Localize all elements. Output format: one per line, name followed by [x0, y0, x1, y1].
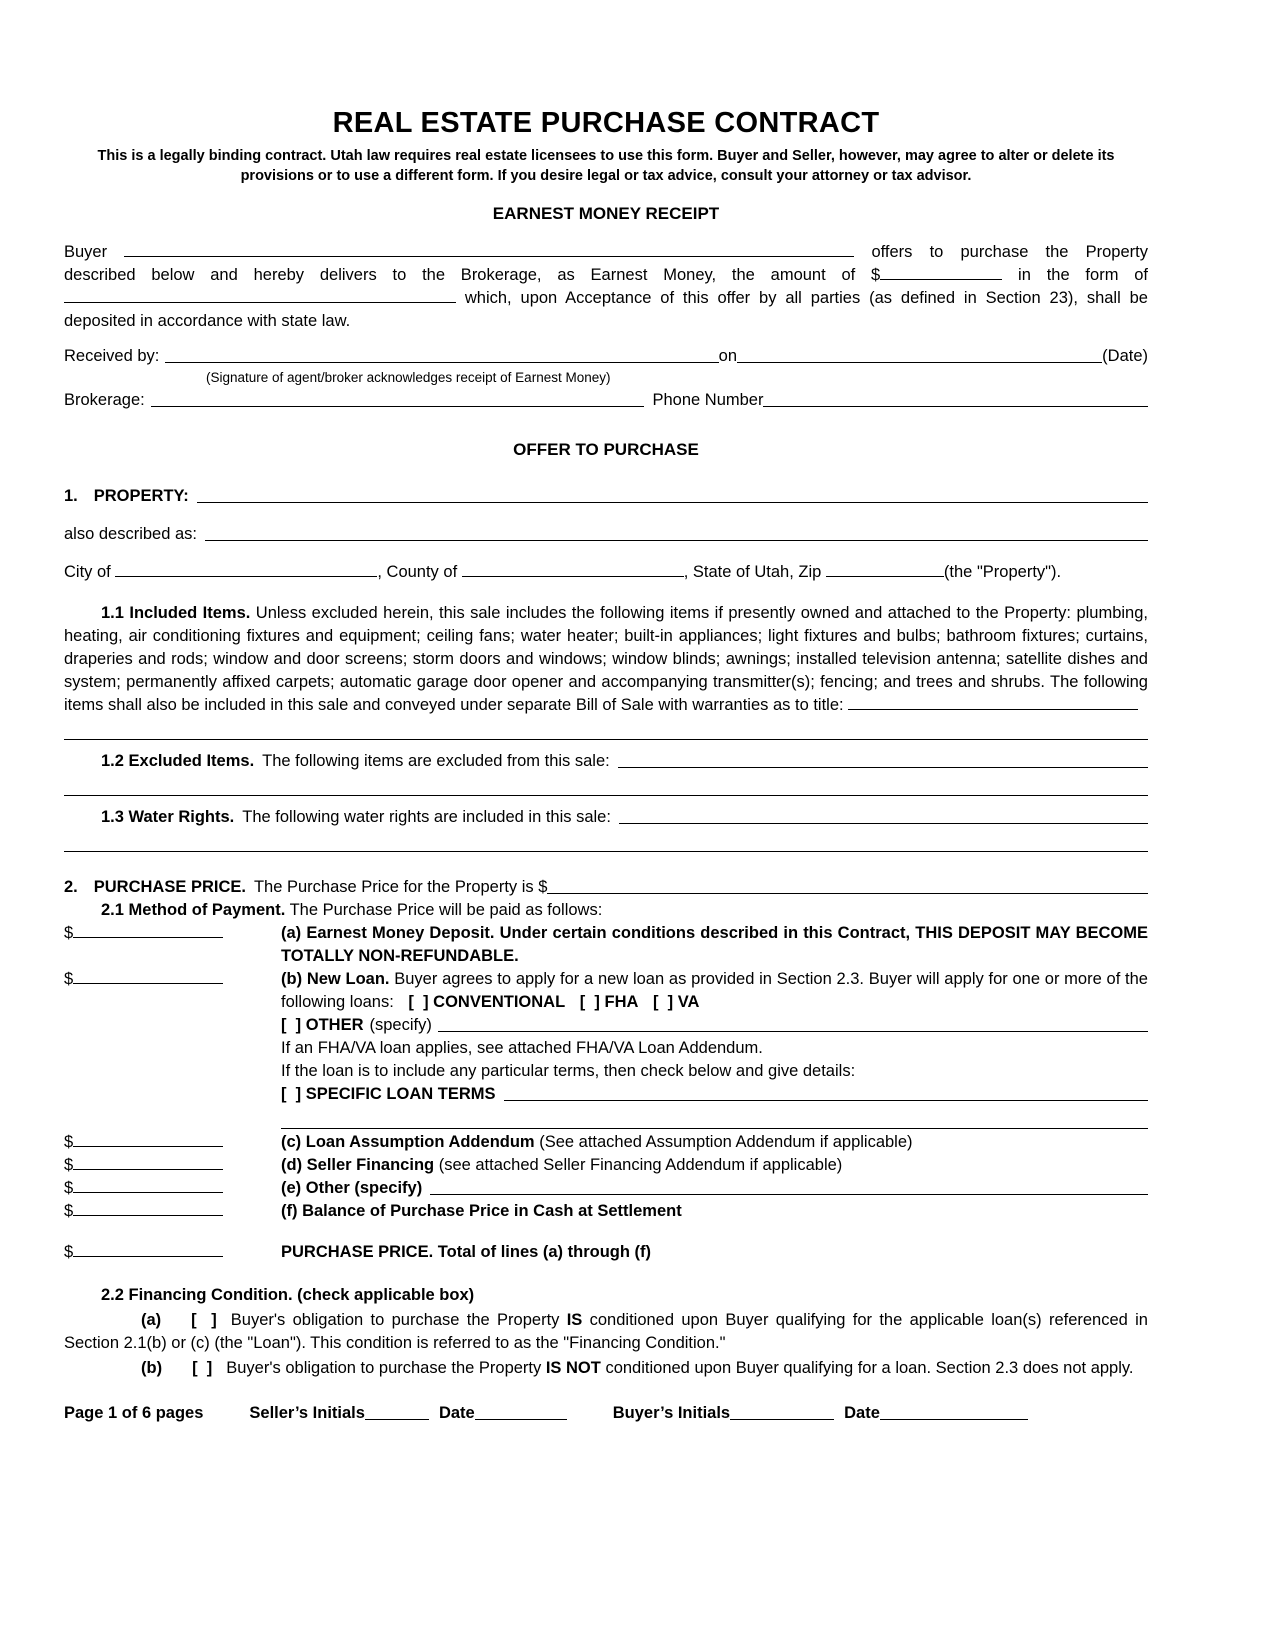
- checkbox-va[interactable]: [ ] VA: [653, 993, 700, 1011]
- other-specify-label: (specify): [369, 1016, 432, 1034]
- method-of-payment-body: The Purchase Price will be paid as follows:: [289, 901, 603, 919]
- amount-cell-e: [64, 1177, 281, 1200]
- financing-a-checkbox[interactable]: [ ]: [191, 1311, 217, 1329]
- amount-cell-a: [64, 922, 281, 968]
- in-form-of-text: in the form of: [1018, 266, 1148, 284]
- amount-cell-b: [64, 968, 281, 1129]
- county-label: , County of: [377, 563, 458, 581]
- seller-date-blank[interactable]: [475, 1419, 567, 1420]
- checkbox-specific-loan-terms[interactable]: [ ] SPECIFIC LOAN TERMS: [281, 1085, 496, 1103]
- financing-b-is-not: IS NOT: [545, 1359, 601, 1377]
- other-loan-row: [281, 1014, 1148, 1037]
- payment-row-e: [64, 1177, 1148, 1200]
- financing-b-text-2: conditioned upon Buyer qualifying for a loan. Section 2.3 does not apply.: [605, 1359, 1134, 1377]
- footer: [64, 1402, 1148, 1425]
- property-description-blank[interactable]: [197, 502, 1148, 503]
- amount-total-blank[interactable]: [73, 1256, 223, 1257]
- purchase-price-blank[interactable]: [547, 893, 1148, 894]
- loan-assumption-line: [281, 1131, 1148, 1154]
- dollar-sign: $: [64, 1133, 74, 1151]
- desc-cell-f: [281, 1200, 1148, 1223]
- signature-caption: (Signature of agent/broker acknowledges receipt of Earnest Money): [206, 370, 611, 385]
- financing-option-a: [64, 1309, 1148, 1355]
- property-row: [64, 485, 1148, 508]
- document-title: REAL ESTATE PURCHASE CONTRACT: [332, 107, 880, 139]
- payment-row-c: [64, 1131, 1148, 1154]
- excluded-items-blank[interactable]: [618, 767, 1148, 768]
- financing-a-is: IS: [566, 1311, 583, 1329]
- payment-form-blank[interactable]: [64, 302, 456, 303]
- desc-cell-e: [281, 1177, 1148, 1200]
- seller-initials-blank[interactable]: [365, 1419, 429, 1420]
- specific-loan-terms-blank[interactable]: [504, 1100, 1149, 1101]
- excluded-items-body: The following items are excluded from this sale:: [262, 752, 610, 770]
- checkbox-conventional[interactable]: [ ] CONVENTIONAL: [408, 993, 566, 1011]
- brokerage-label: Brokerage:: [64, 391, 145, 409]
- specific-loan-terms-continuation-line[interactable]: [281, 1106, 1148, 1129]
- financing-condition-heading: 2.2 Financing Condition. (check applicable box): [101, 1286, 475, 1304]
- excluded-items-row: [64, 750, 1148, 773]
- dollar-sign: $: [64, 1156, 74, 1174]
- water-rights-body: The following water rights are included in this sale:: [242, 808, 611, 826]
- purchase-price-body: The Purchase Price for the Property is $: [253, 878, 548, 896]
- dollar-sign: $: [64, 1179, 74, 1197]
- amount-c-blank[interactable]: [73, 1146, 223, 1147]
- earnest-money-amount-blank[interactable]: [880, 279, 1002, 280]
- financing-b-label: (b): [141, 1359, 163, 1377]
- particular-terms-note: If the loan is to include any particular terms, then check below and give details:: [281, 1062, 856, 1080]
- dollar-sign: $: [64, 1202, 74, 1220]
- buyer-date-blank[interactable]: [880, 1419, 1028, 1420]
- desc-cell-b: [281, 968, 1148, 1129]
- other-payment-row: [281, 1177, 1148, 1200]
- city-blank[interactable]: [115, 576, 377, 577]
- financing-a-text-2: conditioned upon Buyer qualifying for the applicable loan(s) referenced in Section 2.1(b) or (c) (the "Loan"). This condition is referred to as the "Financing Condition.": [64, 1311, 1148, 1352]
- payment-row-d: [64, 1154, 1148, 1177]
- received-by-row: [64, 345, 1148, 368]
- buyer-initials-blank[interactable]: [730, 1419, 834, 1420]
- excluded-items-continuation-line[interactable]: [64, 773, 1148, 796]
- specific-loan-terms-row: [281, 1083, 1148, 1106]
- amount-cell-c: [64, 1131, 281, 1154]
- earnest-money-heading: EARNEST MONEY RECEIPT: [492, 204, 720, 223]
- loan-assumption-text: (See attached Assumption Addendum if applicable): [539, 1133, 913, 1151]
- desc-cell-d: [281, 1154, 1148, 1177]
- phone-number-label: Phone Number: [652, 391, 764, 409]
- purchase-price-total-text: PURCHASE PRICE. Total of lines (a) through (f): [281, 1243, 652, 1261]
- city-label: City of: [64, 563, 111, 581]
- on-label: on: [718, 347, 737, 365]
- other-payment-lead: (e) Other (specify): [281, 1179, 423, 1197]
- amount-e-blank[interactable]: [73, 1192, 223, 1193]
- seller-date-label: Date: [438, 1404, 475, 1422]
- deposit-text: which, upon Acceptance of this offer by all parties (as defined in Section 23), shall be deposited in accordance with state law.: [64, 289, 1148, 330]
- desc-cell-c: [281, 1131, 1148, 1154]
- received-by-label: Received by:: [64, 347, 160, 365]
- water-rights-continuation-line[interactable]: [64, 829, 1148, 852]
- seller-initials-label: Seller’s Initials: [249, 1404, 365, 1422]
- buyer-initials-label: Buyer’s Initials: [612, 1404, 731, 1422]
- included-items-continuation-line[interactable]: [64, 717, 1148, 740]
- included-items-body: Unless excluded herein, this sale includes the following items if presently owned and attached to the Property: plumbing, heating, air conditioning fixtures and equipment; ceiling fans; water heater; built-in appliances; light fixtures and bulbs; bathroom fixtures; curtains, draperies and rods; window and door screens; storm doors and windows; window blinds; awnings; installed television antenna; satellite dishes and system; permanently affixed carpets; automatic garage door opener and accompanying transmitter(s); fencing; and trees and shrubs. The following items shall also be included in this sale and conveyed under separate Bill of Sale with warranties as to title:: [64, 604, 1148, 714]
- amount-cell-f: [64, 1200, 281, 1223]
- new-loan-body: Buyer agrees to apply for a new loan as provided in Section 2.3. Buyer will apply for one or more of the following loans:: [281, 970, 1148, 1011]
- payment-row-f: [64, 1200, 1148, 1223]
- new-loan-paragraph: [281, 968, 1148, 1014]
- new-loan-lead: (b) New Loan.: [281, 970, 390, 988]
- received-date-blank[interactable]: [737, 362, 1102, 363]
- financing-a-label: (a): [141, 1311, 162, 1329]
- method-of-payment-row: [64, 899, 1148, 922]
- amount-b-blank[interactable]: [73, 983, 223, 984]
- state-zip-label: , State of Utah, Zip: [683, 563, 822, 581]
- legal-disclaimer: This is a legally binding contract. Utah law requires real estate licensees to use this form. Buyer and Seller, however, may agree to alter or delete its provisions or to use a different form. If you desire legal or tax advice, consult your attorney or tax advisor.: [97, 148, 1115, 184]
- seller-financing-lead: (d) Seller Financing: [281, 1156, 435, 1174]
- earnest-money-deposit-text: (a) Earnest Money Deposit. Under certain conditions described in this Contract, THIS DEPOSIT MAY BECOME TOTALLY NON-REFUNDABLE.: [281, 924, 1148, 965]
- financing-b-text-1: Buyer's obligation to purchase the Property: [226, 1359, 542, 1377]
- earnest-money-paragraph: [64, 241, 1148, 333]
- loan-assumption-lead: (c) Loan Assumption Addendum: [281, 1133, 535, 1151]
- dollar-sign: $: [64, 1243, 74, 1261]
- water-rights-blank[interactable]: [619, 823, 1148, 824]
- water-rights-row: [64, 806, 1148, 829]
- offer-to-purchase-heading: OFFER TO PURCHASE: [513, 440, 699, 459]
- method-of-payment-lead: 2.1 Method of Payment.: [101, 901, 286, 919]
- fha-va-note: If an FHA/VA loan applies, see attached FHA/VA Loan Addendum.: [281, 1039, 763, 1057]
- amount-cell-d: [64, 1154, 281, 1177]
- financing-a-text-1: Buyer's obligation to purchase the Property: [230, 1311, 560, 1329]
- property-label: PROPERTY:: [93, 487, 189, 505]
- seller-financing-text: (see attached Seller Financing Addendum if applicable): [438, 1156, 843, 1174]
- desc-cell-a: [281, 922, 1148, 968]
- city-row: [64, 561, 1148, 584]
- water-rights-lead: 1.3 Water Rights.: [101, 808, 235, 826]
- other-payment-blank[interactable]: [430, 1194, 1148, 1195]
- brokerage-name-blank[interactable]: [151, 406, 645, 407]
- payment-total-row: [64, 1241, 1148, 1264]
- amount-d-blank[interactable]: [73, 1169, 223, 1170]
- page-count-label: Page 1 of 6 pages: [64, 1404, 204, 1422]
- included-items-blank[interactable]: [848, 709, 1138, 710]
- section-2-number: 2.: [64, 878, 78, 896]
- excluded-items-lead: 1.2 Excluded Items.: [101, 752, 255, 770]
- date-paren-label: (Date): [1102, 347, 1148, 365]
- financing-b-checkbox[interactable]: [ ]: [192, 1359, 213, 1377]
- buyer-name-blank[interactable]: [124, 256, 854, 257]
- desc-cell-total: [281, 1241, 1148, 1264]
- dollar-sign: $: [64, 924, 74, 942]
- checkbox-other[interactable]: [ ] OTHER: [281, 1016, 364, 1034]
- included-items-lead: 1.1 Included Items.: [101, 604, 251, 622]
- offers-text: offers to purchase the Property described below and hereby delivers to the Brokerage, as Earnest Money, the amount of $: [64, 243, 1148, 284]
- county-blank[interactable]: [462, 576, 684, 577]
- received-by-signature-blank[interactable]: [165, 362, 718, 363]
- other-loan-blank[interactable]: [438, 1031, 1148, 1032]
- brokerage-row: [64, 389, 1148, 412]
- buyer-date-label: Date: [844, 1404, 880, 1422]
- purchase-price-lead: PURCHASE PRICE.: [93, 878, 246, 896]
- seller-financing-line: [281, 1154, 1148, 1177]
- financing-option-b: [64, 1357, 1148, 1380]
- amount-cell-total: [64, 1241, 281, 1264]
- purchase-price-row: [64, 876, 1148, 899]
- also-described-row: [64, 523, 1148, 546]
- payment-row-a: [64, 922, 1148, 968]
- checkbox-fha[interactable]: [ ] FHA: [579, 993, 639, 1011]
- buyer-label: Buyer: [64, 243, 108, 261]
- amount-f-blank[interactable]: [73, 1215, 223, 1216]
- balance-cash-text: (f) Balance of Purchase Price in Cash at Settlement: [281, 1202, 682, 1220]
- dollar-sign: $: [64, 970, 74, 988]
- included-items-paragraph: [64, 602, 1148, 717]
- also-described-blank[interactable]: [205, 540, 1148, 541]
- zip-blank[interactable]: [826, 576, 944, 577]
- section-1-number: 1.: [64, 487, 78, 505]
- also-described-label: also described as:: [64, 525, 197, 543]
- property-suffix: (the "Property").: [943, 563, 1062, 581]
- phone-number-blank[interactable]: [763, 406, 1148, 407]
- amount-a-blank[interactable]: [73, 937, 223, 938]
- payment-row-b: [64, 968, 1148, 1129]
